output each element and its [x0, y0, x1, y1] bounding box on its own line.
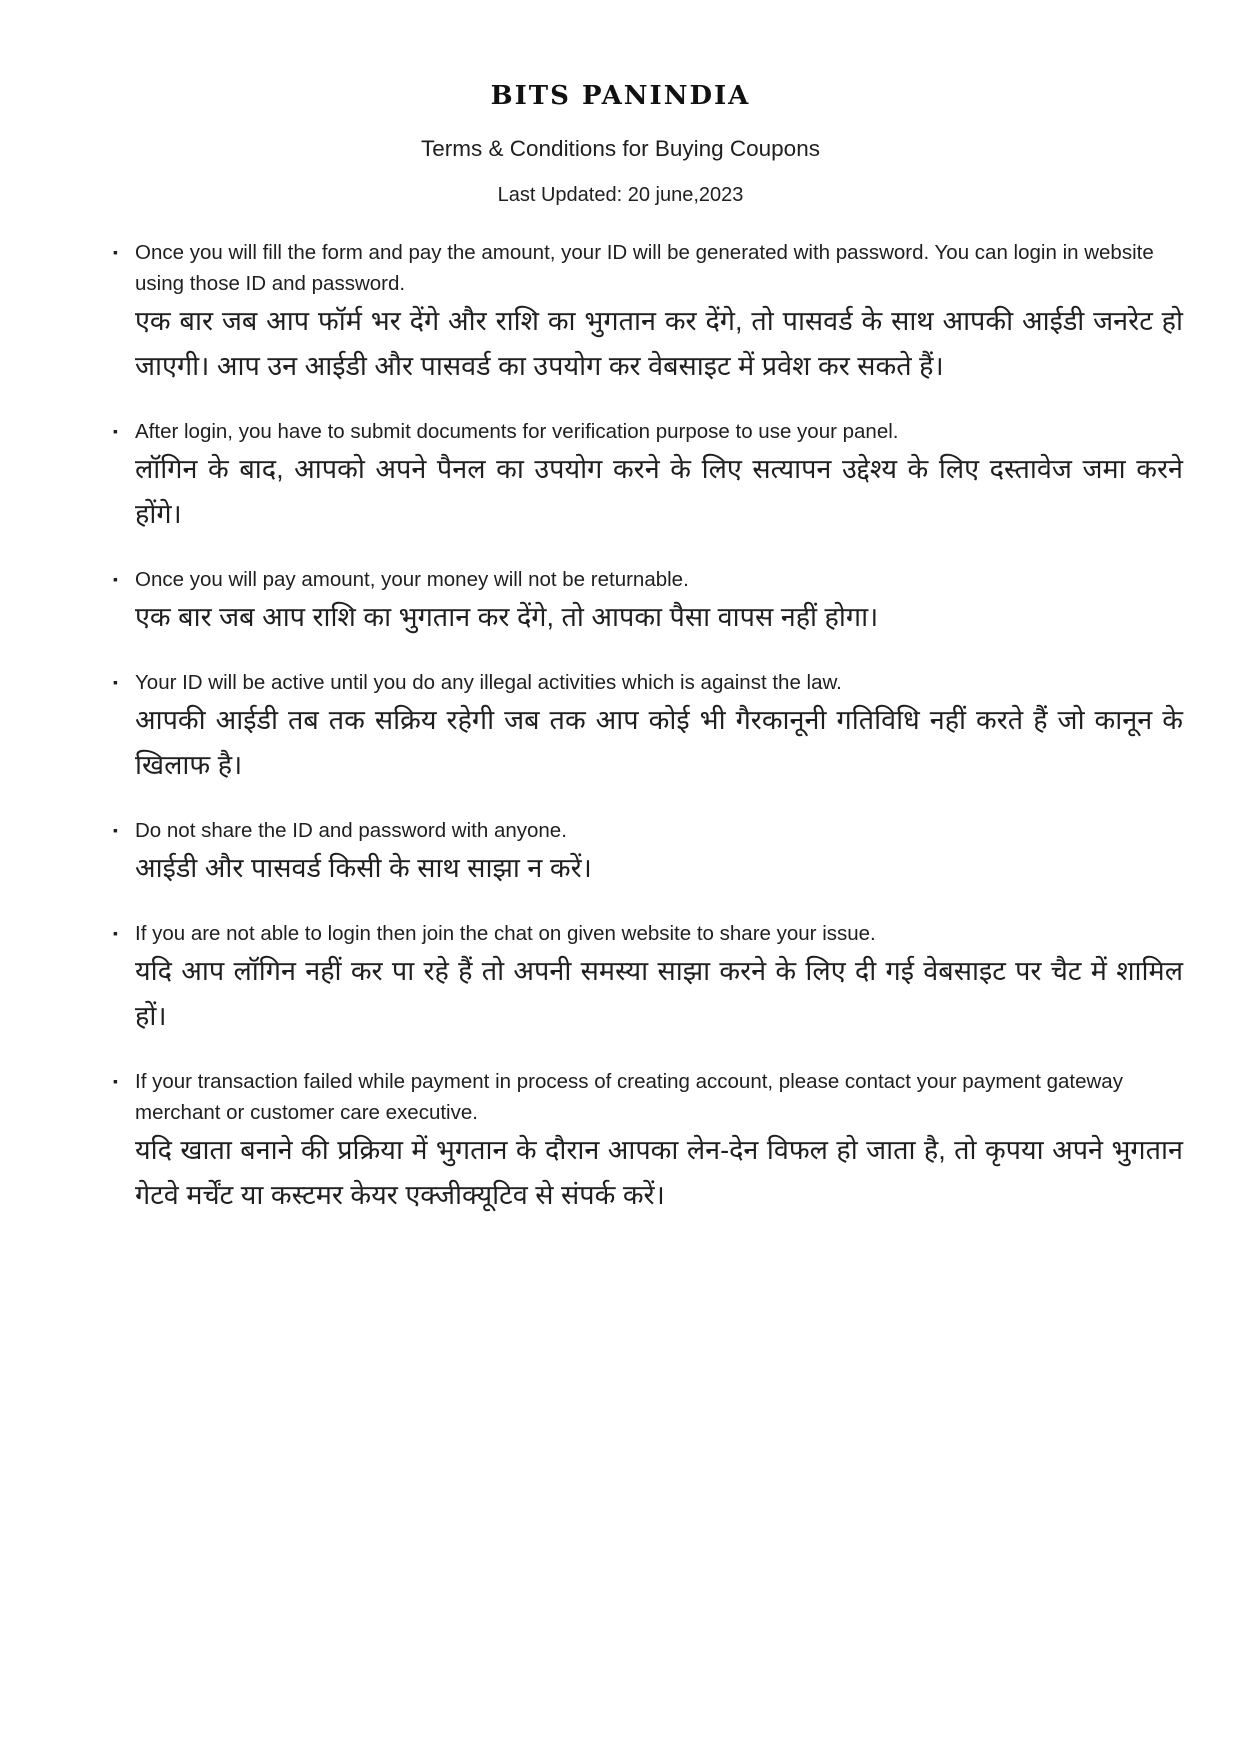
term-5-hindi: आईडी और पासवर्ड किसी के साथ साझा न करें। [135, 853, 592, 883]
term-3-english: Once you will pay amount, your money will not be returnable. [135, 568, 689, 591]
term-item-6 [113, 918, 1183, 1039]
term-6-english: If you are not able to login then join the chat on given website to share your issue. [135, 922, 876, 945]
square-bullet-icon: ▪ [113, 244, 118, 260]
term-item-3 [113, 564, 1183, 640]
term-6-hindi: यदि आप लॉगिन नहीं कर पा रहे हैं तो अपनी समस्या साझा करने के लिए दी गई वेबसाइट पर चैट में शामिल हों। [135, 956, 1183, 1031]
page-title: BITS PANINDIA [490, 81, 751, 111]
square-bullet-icon: ▪ [113, 674, 118, 690]
term-4-english: Your ID will be active until you do any illegal activities which is against the law. [135, 671, 842, 694]
term-7-english: If your transaction failed while payment in process of creating account, please contact your payment gateway merchant or customer care executive. [135, 1070, 1123, 1124]
term-item-5 [113, 815, 1183, 891]
square-bullet-icon: ▪ [113, 423, 118, 439]
page-subtitle: Terms & Conditions for Buying Coupons [421, 136, 820, 161]
term-5-english: Do not share the ID and password with anyone. [135, 819, 567, 842]
term-item-1 [113, 237, 1183, 389]
square-bullet-icon: ▪ [113, 1073, 118, 1089]
term-2-english: After login, you have to submit documents for verification purpose to use your panel. [135, 420, 899, 443]
term-2-hindi: लॉगिन के बाद, आपको अपने पैनल का उपयोग करने के लिए सत्यापन उद्देश्य के लिए दस्तावेज जमा करने होंगे। [135, 454, 1183, 529]
square-bullet-icon: ▪ [113, 925, 118, 941]
term-3-hindi: एक बार जब आप राशि का भुगतान कर देंगे, तो आपका पैसा वापस नहीं होगा। [135, 602, 879, 632]
term-7-hindi: यदि खाता बनाने की प्रक्रिया में भुगतान के दौरान आपका लेन-देन विफल हो जाता है, तो कृपया अपने भुगतान गेटवे मर्चेंट या कस्टमर केयर एक्जीक्यूटिव से संपर्क करें। [135, 1135, 1183, 1210]
square-bullet-icon: ▪ [113, 571, 118, 587]
term-1-hindi: एक बार जब आप फॉर्म भर देंगे और राशि का भुगतान कर देंगे, तो पासवर्ड के साथ आपकी आईडी जनरेट हो जाएगी। आप उन आईडी और पासवर्ड का उपयोग कर वेबसाइट में प्रवेश कर सकते हैं। [135, 306, 1183, 381]
term-4-hindi: आपकी आईडी तब तक सक्रिय रहेगी जब तक आप कोई भी गैरकानूनी गतिविधि नहीं करते हैं जो कानून के खिलाफ है। [135, 705, 1183, 780]
term-item-7 [113, 1066, 1183, 1218]
term-item-4 [113, 667, 1183, 788]
terms-list [0, 237, 1241, 1218]
document-header [0, 0, 1241, 207]
term-1-english: Once you will fill the form and pay the amount, your ID will be generated with password. You can login in website using those ID and password. [135, 241, 1154, 295]
term-item-2 [113, 416, 1183, 537]
square-bullet-icon: ▪ [113, 822, 118, 838]
last-updated-text: Last Updated: 20 june,2023 [497, 184, 744, 206]
